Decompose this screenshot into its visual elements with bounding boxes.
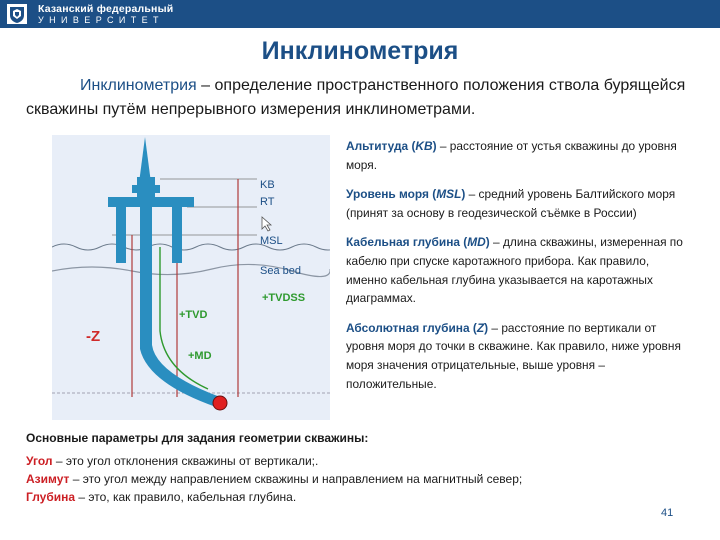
intro-term: Инклинометрия [80, 77, 197, 94]
parameter-depth: Глубина – это, как правило, кабельная глубина. [26, 490, 297, 504]
diagram-background [52, 135, 330, 420]
intro-paragraph [26, 74, 696, 122]
page-title: Инклинометрия [261, 37, 459, 65]
derrick-crossbar [132, 185, 160, 193]
definition-text: – средний уровень Балтийского моря (принят за основу в геодезической съёмке в России) [346, 187, 676, 220]
label-md: +MD [188, 350, 212, 362]
university-crest-icon [6, 3, 28, 25]
parameter-angle: Угол – это угол отклонения скважины от вертикали;. [26, 454, 319, 468]
parameters-list [26, 452, 522, 506]
label-seabed: Sea bed [260, 265, 301, 277]
university-name-line2: УНИВЕРСИТЕТ [38, 15, 164, 25]
definition-z [346, 319, 691, 393]
well-diagram [52, 135, 330, 420]
definition-md [346, 233, 691, 307]
label-z: -Z [86, 328, 101, 345]
definition-term: Уровень моря (MSL) [346, 187, 466, 202]
definition-kb [346, 137, 691, 174]
page-number: 41 [661, 507, 674, 519]
platform-leg-right [172, 201, 182, 263]
definition-text: – расстояние по вертикали от уровня моря до точки в скважине. Как правило, ниже уровня моря значения отрицательные, выше уровня – положительные. [346, 320, 681, 391]
definition-term: Кабельная глубина (MD) [346, 235, 490, 250]
definition-term: Альтитуда (KB) [346, 139, 437, 153]
tool-position-marker [213, 396, 227, 410]
header-bar [0, 0, 720, 28]
university-name-line1: Казанский федеральный [38, 3, 174, 15]
label-msl: MSL [260, 235, 283, 247]
platform-leg-left [116, 201, 126, 263]
intro-text: – определение пространственного положения ствола бурящейся скважины путём непрерывного измерения инклинометрами. [26, 77, 686, 118]
label-kb: KB [260, 179, 275, 191]
label-tvdss: +TVDSS [262, 292, 306, 304]
definition-text: – длина скважины, измеренная по кабелю при спуске каротажного прибора. Как правило, именно кабельная глубина указывается на каротажных диаграммах. [346, 235, 683, 306]
label-rt: RT [260, 196, 275, 208]
parameter-azimuth: Азимут – это угол между направлением скважины и направлением на магнитный север; [26, 472, 523, 486]
definition-msl [346, 185, 691, 222]
definitions-list [346, 137, 691, 404]
definition-term: Абсолютная глубина (Z) [346, 320, 489, 335]
definition-text: – расстояние от устья скважины до уровня моря. [346, 139, 677, 172]
parameters-heading: Основные параметры для задания геометрии скважины: [26, 431, 369, 445]
label-tvd: +TVD [179, 309, 208, 321]
